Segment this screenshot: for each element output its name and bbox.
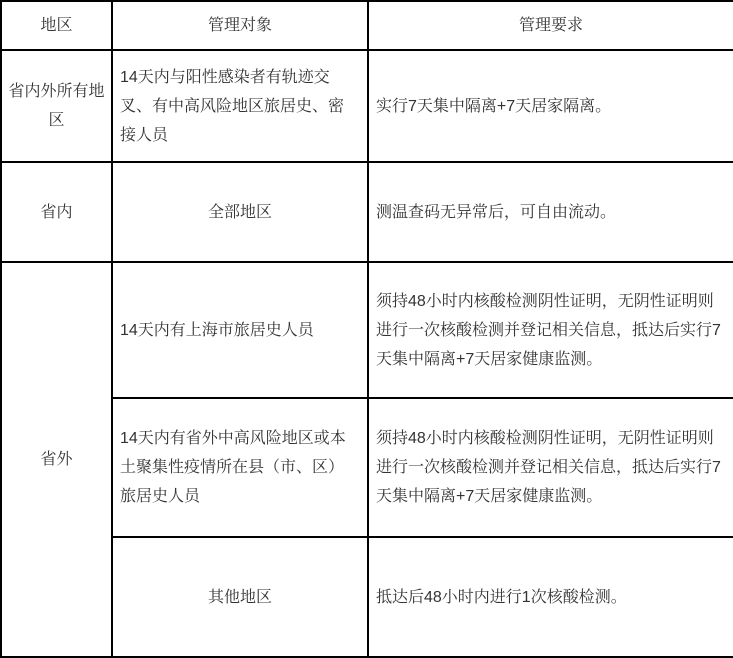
cell-target-in-province: 全部地区 — [112, 162, 368, 262]
cell-target-all: 14天内与阳性感染者有轨迹交叉、有中高风险地区旅居史、密接人员 — [112, 50, 368, 162]
cell-region-all: 省内外所有地区 — [1, 50, 112, 162]
cell-requirement-in-province: 测温查码无异常后，可自由流动。 — [368, 162, 733, 262]
table-row-all-regions — [1, 50, 733, 162]
cell-region-out-province: 省外 — [1, 262, 112, 657]
cell-requirement-shanghai: 须持48小时内核酸检测阴性证明，无阴性证明则进行一次核酸检测并登记相关信息，抵达后实行7天集中隔离+7天居家健康监测。 — [368, 262, 733, 398]
cell-requirement-other: 抵达后48小时内进行1次核酸检测。 — [368, 537, 733, 657]
header-cell-target: 管理对象 — [112, 1, 368, 50]
cell-target-shanghai: 14天内有上海市旅居史人员 — [112, 262, 368, 398]
cell-target-other: 其他地区 — [112, 537, 368, 657]
header-cell-requirement: 管理要求 — [368, 1, 733, 50]
cell-requirement-highrisk: 须持48小时内核酸检测阴性证明，无阴性证明则进行一次核酸检测并登记相关信息，抵达后实行7天集中隔离+7天居家健康监测。 — [368, 398, 733, 537]
header-row — [1, 1, 733, 50]
cell-target-highrisk: 14天内有省外中高风险地区或本土聚集性疫情所在县（市、区）旅居史人员 — [112, 398, 368, 537]
header-cell-region: 地区 — [1, 1, 112, 50]
cell-region-in-province: 省内 — [1, 162, 112, 262]
table-row-out-province-shanghai — [1, 262, 733, 398]
cell-requirement-all: 实行7天集中隔离+7天居家隔离。 — [368, 50, 733, 162]
table-row-in-province — [1, 162, 733, 262]
